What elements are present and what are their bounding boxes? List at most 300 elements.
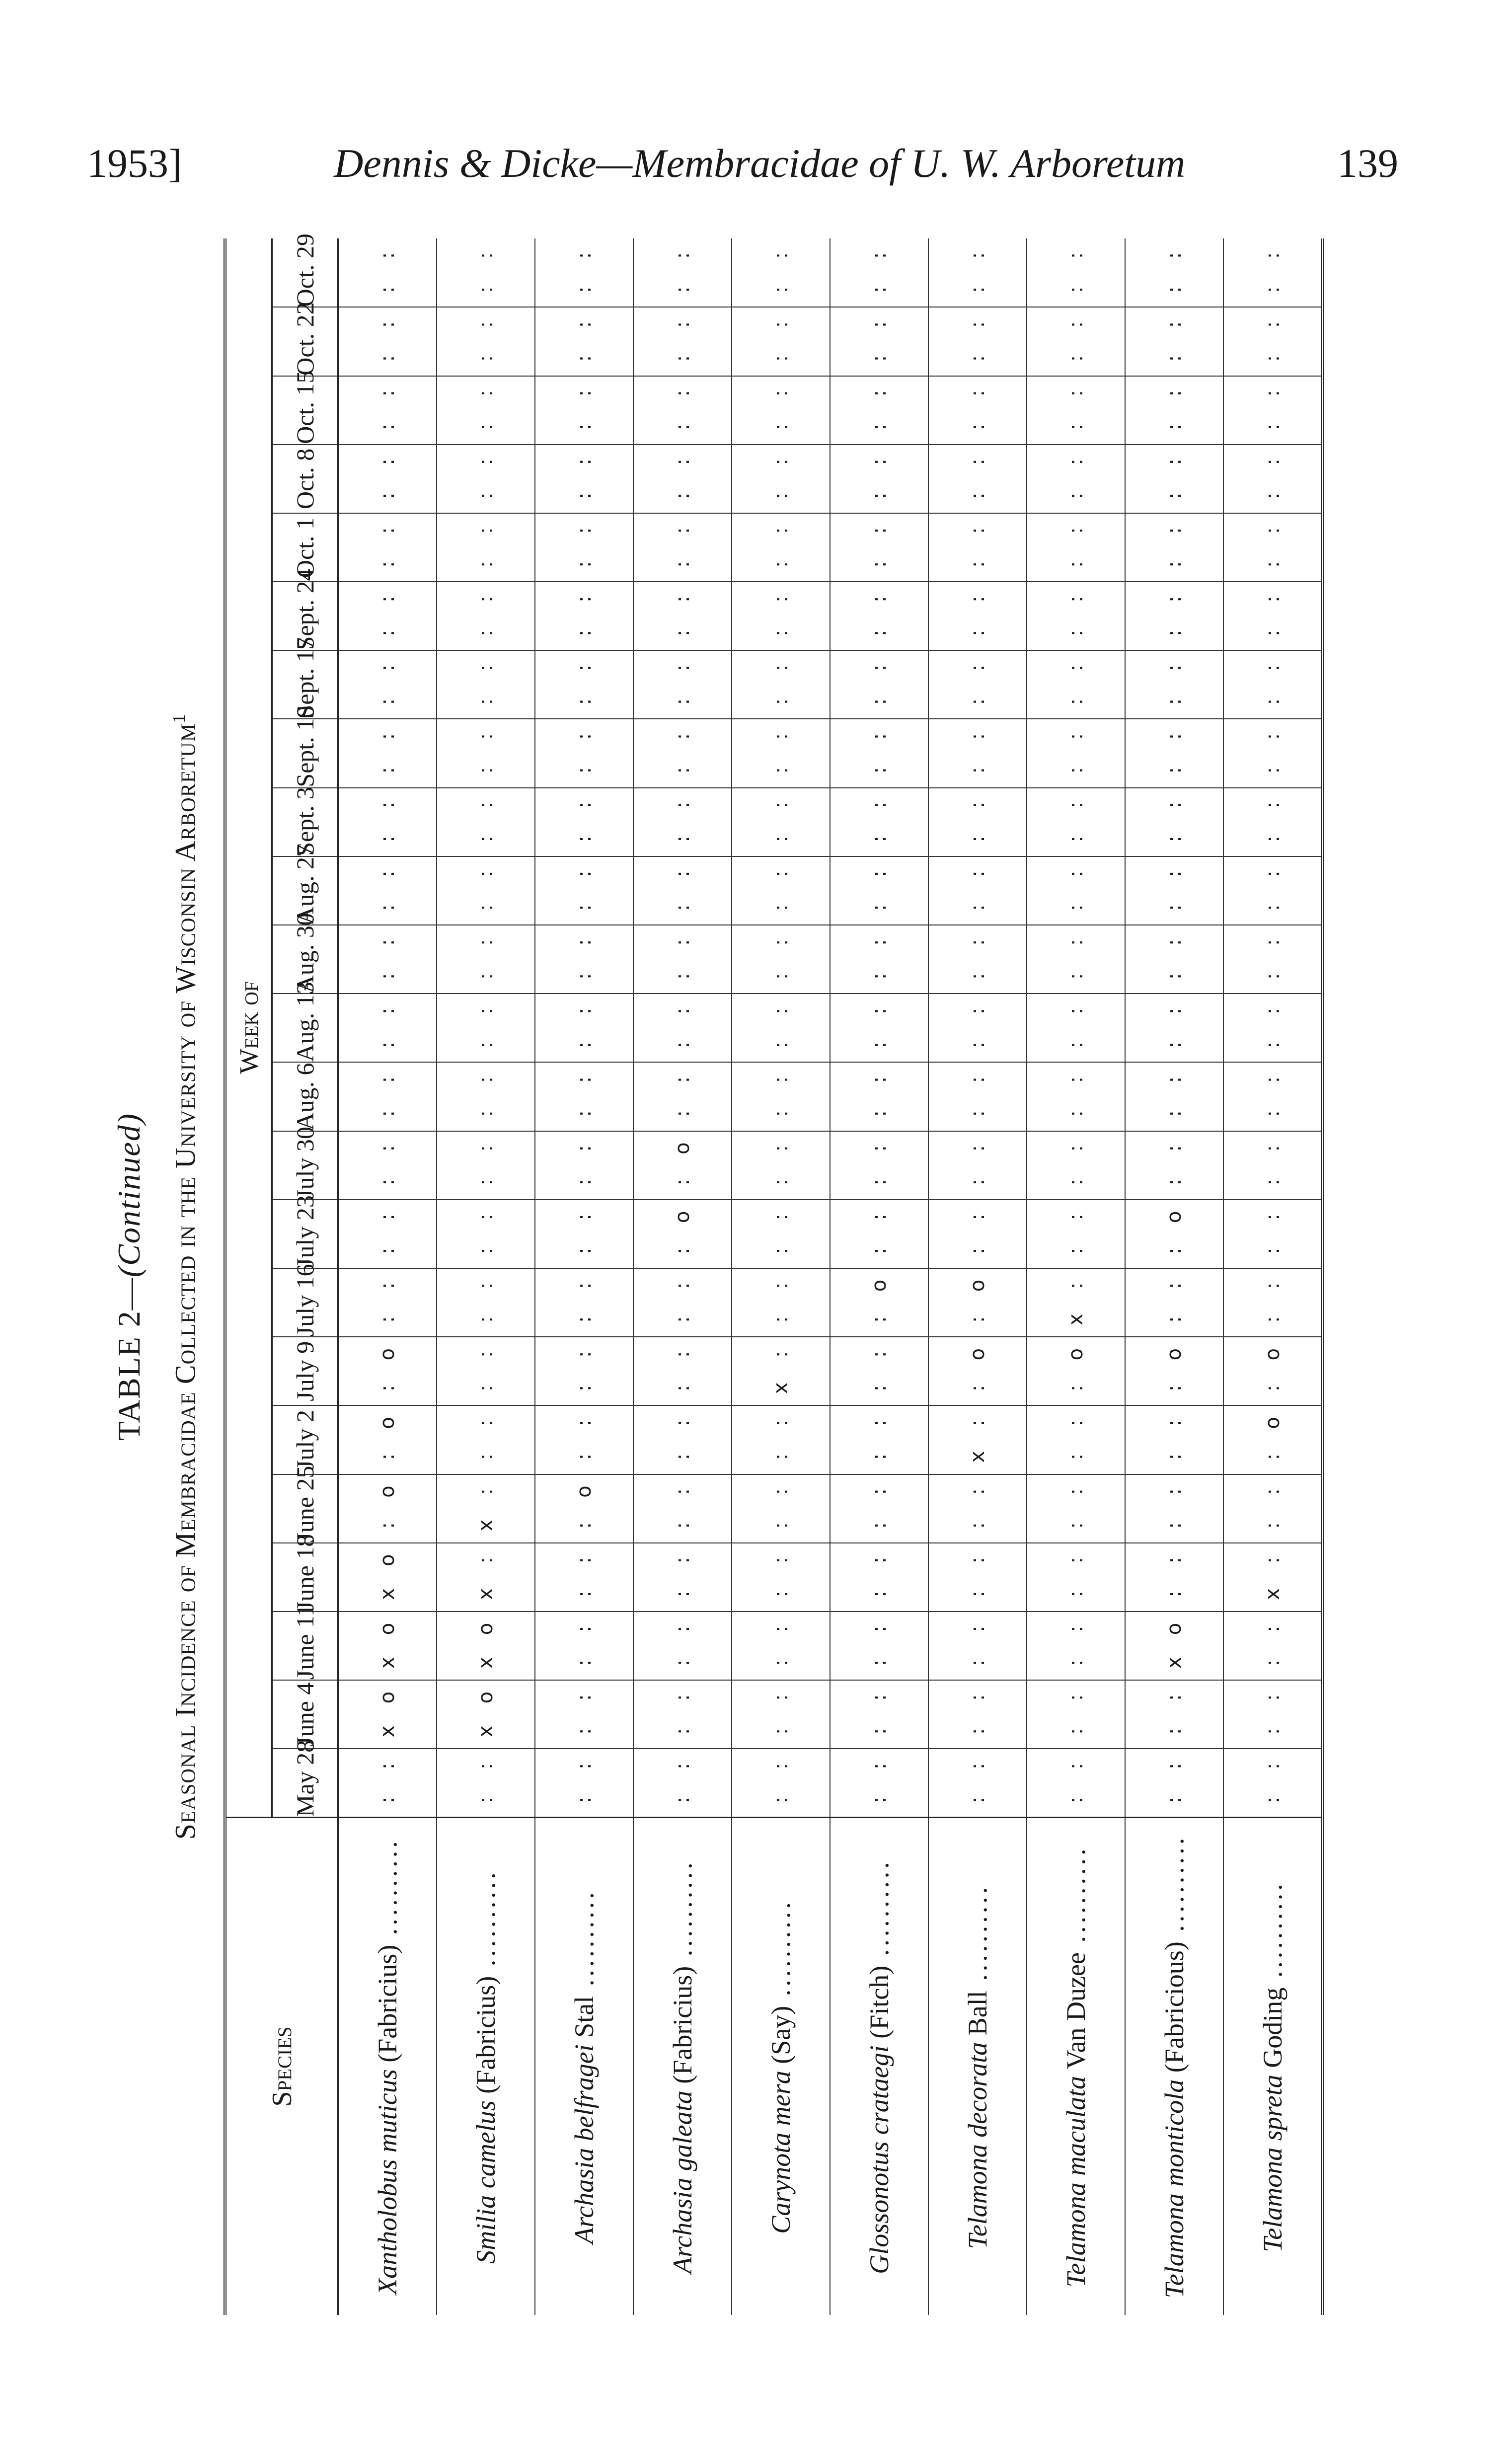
nymph-mark: : [474, 389, 497, 397]
adult-mark: : [573, 1796, 596, 1803]
nymph-mark: : [1163, 1282, 1186, 1289]
nymph-mark: : [671, 733, 694, 740]
incidence-cell [437, 1337, 535, 1405]
dot-leader: .......... [864, 1859, 894, 1966]
adult-mark: : [868, 836, 891, 843]
incidence-cell [633, 1405, 732, 1474]
incidence-cell [1223, 513, 1323, 582]
species-name-cell [1223, 1818, 1323, 2315]
incidence-cell [732, 856, 830, 925]
incidence-cell [928, 1543, 1027, 1612]
table-row [830, 238, 928, 2315]
incidence-cell [1223, 1543, 1323, 1612]
incidence-cell [732, 376, 830, 445]
nymph-mark: : [769, 389, 792, 397]
adult-mark: x [769, 1382, 792, 1394]
nymph-mark: : [868, 1419, 891, 1427]
adult-mark: : [671, 1247, 694, 1254]
incidence-cell [830, 307, 928, 376]
adult-mark: : [474, 698, 497, 705]
adult-mark: : [573, 1728, 596, 1735]
adult-mark: : [1163, 355, 1186, 362]
nymph-mark: : [474, 870, 497, 877]
adult-mark: : [671, 1385, 694, 1392]
nymph-mark: : [868, 1625, 891, 1632]
nymph-mark: : [474, 1419, 497, 1427]
species-name-cell [338, 1818, 437, 2315]
incidence-cell [830, 788, 928, 856]
nymph-mark: : [1163, 596, 1186, 603]
incidence-cell [338, 582, 437, 650]
adult-mark: : [1261, 1522, 1284, 1529]
nymph-mark: : [868, 1214, 891, 1221]
nymph-mark: : [769, 939, 792, 946]
nymph-mark: o [474, 1622, 497, 1635]
incidence-cell [1027, 650, 1125, 719]
adult-mark: : [1064, 1728, 1087, 1735]
rotated-table-block [104, 233, 1376, 2315]
nymph-mark: : [376, 1007, 399, 1015]
incidence-cell [732, 307, 830, 376]
adult-mark: : [573, 1247, 596, 1254]
incidence-cell [1027, 1680, 1125, 1749]
nymph-mark: : [376, 802, 399, 809]
incidence-cell [732, 1131, 830, 1200]
incidence-cell [1027, 1543, 1125, 1612]
incidence-cell [535, 445, 633, 513]
nymph-mark: : [573, 389, 596, 397]
nymph-mark: : [966, 664, 989, 672]
nymph-mark: : [573, 1351, 596, 1358]
nymph-mark: : [1064, 1214, 1087, 1221]
nymph-mark: : [1163, 321, 1186, 328]
adult-mark: : [1261, 286, 1284, 293]
adult-mark: : [1163, 561, 1186, 568]
adult-mark: : [966, 767, 989, 774]
adult-mark: : [474, 355, 497, 362]
adult-mark: : [376, 1247, 399, 1254]
adult-mark: : [1064, 1796, 1087, 1803]
adult-mark: : [868, 698, 891, 705]
incidence-cell [1027, 582, 1125, 650]
nymph-mark: : [1261, 1694, 1284, 1701]
species-binomial: Smilia camelus [471, 2100, 501, 2264]
adult-mark: : [966, 1179, 989, 1186]
species-author: Goding [1258, 1987, 1287, 2068]
adult-mark: : [966, 836, 989, 843]
incidence-cell [338, 1749, 437, 1817]
adult-mark: : [474, 286, 497, 293]
adult-mark: : [474, 629, 497, 637]
adult-mark: : [769, 1316, 792, 1323]
nymph-mark: o [1163, 1622, 1186, 1635]
adult-mark: : [966, 286, 989, 293]
week-column-header: July 2 [272, 1405, 338, 1474]
nymph-mark: : [376, 1076, 399, 1083]
adult-mark: : [573, 1041, 596, 1049]
adult-mark: : [1261, 1247, 1284, 1254]
incidence-cell [1027, 513, 1125, 582]
adult-mark: x [1261, 1588, 1284, 1600]
nymph-mark: : [573, 1557, 596, 1564]
species-name-cell [633, 1818, 732, 2315]
incidence-cell [633, 1268, 732, 1337]
table-row [1125, 238, 1223, 2315]
incidence-cell [1223, 1749, 1323, 1817]
nymph-mark: o [1261, 1348, 1284, 1361]
nymph-mark: : [1163, 733, 1186, 740]
adult-mark: : [868, 629, 891, 637]
nymph-mark: : [769, 527, 792, 534]
nymph-mark: : [1163, 1488, 1186, 1495]
adult-mark: : [769, 355, 792, 362]
nymph-mark: o [868, 1279, 891, 1292]
adult-mark: : [1261, 836, 1284, 843]
incidence-cell [928, 719, 1027, 788]
nymph-mark: : [966, 870, 989, 877]
adult-mark: : [671, 492, 694, 499]
incidence-cell [1125, 1268, 1223, 1337]
nymph-mark: o [376, 1485, 399, 1498]
adult-mark: : [1064, 1453, 1087, 1461]
nymph-mark: : [966, 252, 989, 259]
adult-mark: : [966, 561, 989, 568]
adult-mark: : [1261, 1179, 1284, 1186]
week-column-header: June 11 [272, 1612, 338, 1680]
nymph-mark: : [1261, 664, 1284, 672]
species-binomial: Telamona decorata [963, 2042, 992, 2249]
nymph-mark: : [1064, 1557, 1087, 1564]
nymph-mark: : [1064, 1763, 1087, 1770]
week-column-header: Oct. 15 [272, 376, 338, 445]
adult-mark: : [1064, 492, 1087, 499]
nymph-mark: : [769, 1625, 792, 1632]
incidence-cell [437, 238, 535, 307]
adult-mark: : [1163, 1591, 1186, 1598]
nymph-mark: : [671, 802, 694, 809]
incidence-cell [1027, 1474, 1125, 1543]
adult-mark: : [474, 423, 497, 431]
incidence-cell [732, 925, 830, 994]
incidence-cell [830, 238, 928, 307]
week-column-header: June 18 [272, 1543, 338, 1612]
nymph-mark: o [474, 1691, 497, 1704]
adult-mark: : [769, 973, 792, 980]
nymph-mark: : [671, 459, 694, 465]
incidence-cell [1027, 1749, 1125, 1817]
nymph-mark: o [376, 1554, 399, 1567]
species-author: (Fabricious) [1159, 1941, 1189, 2073]
adult-mark: : [1064, 1385, 1087, 1392]
adult-mark: : [1064, 1659, 1087, 1666]
nymph-mark: : [376, 527, 399, 534]
incidence-cell [633, 1200, 732, 1268]
adult-mark: : [966, 1728, 989, 1735]
nymph-mark: : [573, 870, 596, 877]
nymph-mark: : [1261, 459, 1284, 465]
incidence-cell [928, 1131, 1027, 1200]
incidence-cell [928, 445, 1027, 513]
incidence-cell [732, 1337, 830, 1405]
adult-mark: : [1261, 355, 1284, 362]
nymph-mark: : [573, 459, 596, 465]
incidence-cell [633, 513, 732, 582]
nymph-mark: : [573, 939, 596, 946]
species-binomial: Carynota mera [766, 2071, 796, 2234]
incidence-cell [732, 1405, 830, 1474]
incidence-cell [338, 376, 437, 445]
adult-mark: : [1261, 767, 1284, 774]
incidence-cell [633, 856, 732, 925]
incidence-cell [928, 513, 1027, 582]
adult-mark: : [671, 1179, 694, 1186]
incidence-cell [830, 1200, 928, 1268]
week-column-header: Sept. 10 [272, 719, 338, 788]
adult-mark: : [1163, 1385, 1186, 1392]
dot-leader: .......... [766, 1899, 796, 2006]
dot-leader: .......... [1258, 1881, 1287, 1988]
incidence-cell [830, 1749, 928, 1817]
incidence-cell [437, 1612, 535, 1680]
incidence-cell [1125, 925, 1223, 994]
nymph-mark: : [474, 1214, 497, 1221]
adult-mark: : [376, 836, 399, 843]
species-author: (Fitch) [864, 1965, 894, 2039]
nymph-mark: : [1064, 802, 1087, 809]
nymph-mark: : [1163, 459, 1186, 465]
table-row [338, 238, 437, 2315]
incidence-cell [732, 513, 830, 582]
species-binomial: Telamona monticola [1159, 2079, 1189, 2299]
nymph-mark: : [671, 1282, 694, 1289]
nymph-mark: : [573, 1007, 596, 1015]
nymph-mark: : [769, 321, 792, 328]
adult-mark: : [573, 698, 596, 705]
incidence-cell [437, 994, 535, 1062]
incidence-cell [928, 1268, 1027, 1337]
week-column-header: July 23 [272, 1200, 338, 1268]
adult-mark: : [671, 286, 694, 293]
nymph-mark: o [671, 1211, 694, 1224]
nymph-mark: : [671, 389, 694, 397]
nymph-mark: : [1261, 1007, 1284, 1015]
nymph-mark: : [769, 252, 792, 259]
adult-mark: : [769, 1247, 792, 1254]
nymph-mark: : [376, 596, 399, 603]
incidence-cell [338, 1474, 437, 1543]
adult-mark: : [868, 1247, 891, 1254]
adult-mark: : [1261, 629, 1284, 637]
incidence-cell [1125, 650, 1223, 719]
adult-mark: : [1163, 423, 1186, 431]
incidence-cell [1223, 1405, 1323, 1474]
incidence-cell [633, 1474, 732, 1543]
incidence-cell [633, 1680, 732, 1749]
nymph-mark: : [1064, 1625, 1087, 1632]
adult-mark: : [474, 1316, 497, 1323]
adult-mark: : [868, 1659, 891, 1666]
incidence-cell [928, 1337, 1027, 1405]
nymph-mark: : [868, 802, 891, 809]
nymph-mark: : [1064, 1419, 1087, 1427]
adult-mark: : [376, 904, 399, 911]
nymph-mark: : [573, 802, 596, 809]
nymph-mark: : [671, 1076, 694, 1083]
adult-mark: : [573, 1522, 596, 1529]
nymph-mark: o [966, 1279, 989, 1292]
dot-leader: .......... [471, 1869, 501, 1976]
week-column-header: May 28 [272, 1749, 338, 1817]
adult-mark: : [769, 561, 792, 568]
nymph-mark: : [1064, 596, 1087, 603]
nymph-mark: : [769, 1007, 792, 1015]
table-subcaption-text: Seasonal Incidence of Membracidae Collected in the University of Wisconsin Arboretum [169, 723, 202, 1840]
nymph-mark: : [769, 733, 792, 740]
incidence-cell [437, 1268, 535, 1337]
incidence-cell [732, 1749, 830, 1817]
adult-mark: : [1261, 1728, 1284, 1735]
adult-mark: : [769, 1179, 792, 1186]
incidence-cell [830, 1612, 928, 1680]
species-name-cell [928, 1818, 1027, 2315]
nymph-mark: : [1064, 1145, 1087, 1152]
incidence-cell [830, 1337, 928, 1405]
adult-mark: : [966, 1522, 989, 1529]
adult-mark: : [671, 1659, 694, 1666]
nymph-mark: : [671, 1625, 694, 1632]
incidence-cell [1125, 307, 1223, 376]
adult-mark: : [1064, 286, 1087, 293]
species-author: Van Duzee [1061, 1952, 1091, 2070]
nymph-mark: : [868, 389, 891, 397]
nymph-mark: : [868, 1763, 891, 1770]
incidence-cell [1125, 856, 1223, 925]
nymph-mark: : [1064, 733, 1087, 740]
nymph-mark: : [769, 1488, 792, 1495]
nymph-mark: : [1163, 664, 1186, 672]
week-column-header: Oct. 29 [272, 238, 338, 307]
table-row [928, 238, 1027, 2315]
adult-mark: : [671, 1796, 694, 1803]
adult-mark: : [769, 1041, 792, 1049]
species-binomial: Telamona spreta [1258, 2075, 1287, 2252]
dot-leader: .......... [569, 1889, 599, 1996]
species-name-cell [437, 1818, 535, 2315]
adult-mark: : [573, 423, 596, 431]
adult-mark: : [474, 561, 497, 568]
nymph-mark: : [376, 459, 399, 465]
adult-mark: : [376, 355, 399, 362]
incidence-cell [437, 925, 535, 994]
incidence-cell [437, 376, 535, 445]
nymph-mark: : [474, 733, 497, 740]
adult-mark: x [966, 1451, 989, 1463]
adult-mark: : [376, 629, 399, 637]
nymph-mark: o [1064, 1348, 1087, 1361]
nymph-mark: : [966, 321, 989, 328]
nymph-mark: : [573, 321, 596, 328]
adult-mark: : [769, 1110, 792, 1117]
table-caption-main: TABLE 2— [111, 1277, 147, 1441]
nymph-mark: : [966, 1145, 989, 1152]
nymph-mark: : [966, 733, 989, 740]
incidence-cell [633, 1131, 732, 1200]
adult-mark: : [573, 1591, 596, 1598]
incidence-cell [1125, 1543, 1223, 1612]
incidence-cell [633, 650, 732, 719]
nymph-mark: o [966, 1348, 989, 1361]
adult-mark: : [1163, 1179, 1186, 1186]
nymph-mark: : [769, 1419, 792, 1427]
incidence-cell [338, 719, 437, 788]
header-row-top [225, 238, 272, 2315]
week-column-header: Sept. 3 [272, 788, 338, 856]
adult-mark: : [376, 286, 399, 293]
adult-mark: x [474, 1519, 497, 1532]
adult-mark: : [573, 561, 596, 568]
dot-leader: .......... [963, 1884, 992, 1991]
adult-mark: : [966, 1110, 989, 1117]
species-author: Ball [963, 1991, 992, 2036]
incidence-cell [1223, 238, 1323, 307]
species-author: Stal [569, 1996, 599, 2038]
incidence-cell [633, 307, 732, 376]
nymph-mark: : [1261, 1625, 1284, 1632]
adult-mark: : [769, 1728, 792, 1735]
incidence-cell [830, 1543, 928, 1612]
nymph-mark: : [1261, 1214, 1284, 1221]
adult-mark: : [573, 836, 596, 843]
nymph-mark: : [671, 1694, 694, 1701]
dot-leader: .......... [1159, 1835, 1189, 1942]
adult-mark: : [1163, 973, 1186, 980]
incidence-cell [830, 1062, 928, 1131]
incidence-cell [338, 925, 437, 994]
incidence-cell [1223, 1680, 1323, 1749]
incidence-cell [928, 238, 1027, 307]
adult-mark: : [966, 1247, 989, 1254]
adult-mark: : [769, 286, 792, 293]
dot-leader: .......... [373, 1838, 402, 1945]
adult-mark: : [376, 1453, 399, 1461]
incidence-cell [830, 1405, 928, 1474]
adult-mark: : [474, 973, 497, 980]
adult-mark: : [868, 492, 891, 499]
incidence-cell [928, 376, 1027, 445]
incidence-cell [732, 719, 830, 788]
nymph-mark: : [1163, 1145, 1186, 1152]
adult-mark: : [573, 1316, 596, 1323]
nymph-mark: : [1064, 870, 1087, 877]
adult-mark: : [1163, 1247, 1186, 1254]
adult-mark: : [474, 492, 497, 499]
incidence-cell [338, 1680, 437, 1749]
incidence-cell [1027, 856, 1125, 925]
nymph-mark: : [671, 1763, 694, 1770]
species-name-cell [830, 1818, 928, 2315]
incidence-cell [633, 1062, 732, 1131]
incidence-cell [535, 582, 633, 650]
incidence-cell [338, 1405, 437, 1474]
incidence-cell [1223, 1337, 1323, 1405]
nymph-mark: : [376, 1763, 399, 1770]
incidence-cell [830, 925, 928, 994]
incidence-cell [732, 238, 830, 307]
incidence-cell [830, 513, 928, 582]
adult-mark: : [868, 561, 891, 568]
adult-mark: : [671, 1041, 694, 1049]
nymph-mark: : [1261, 1488, 1284, 1495]
